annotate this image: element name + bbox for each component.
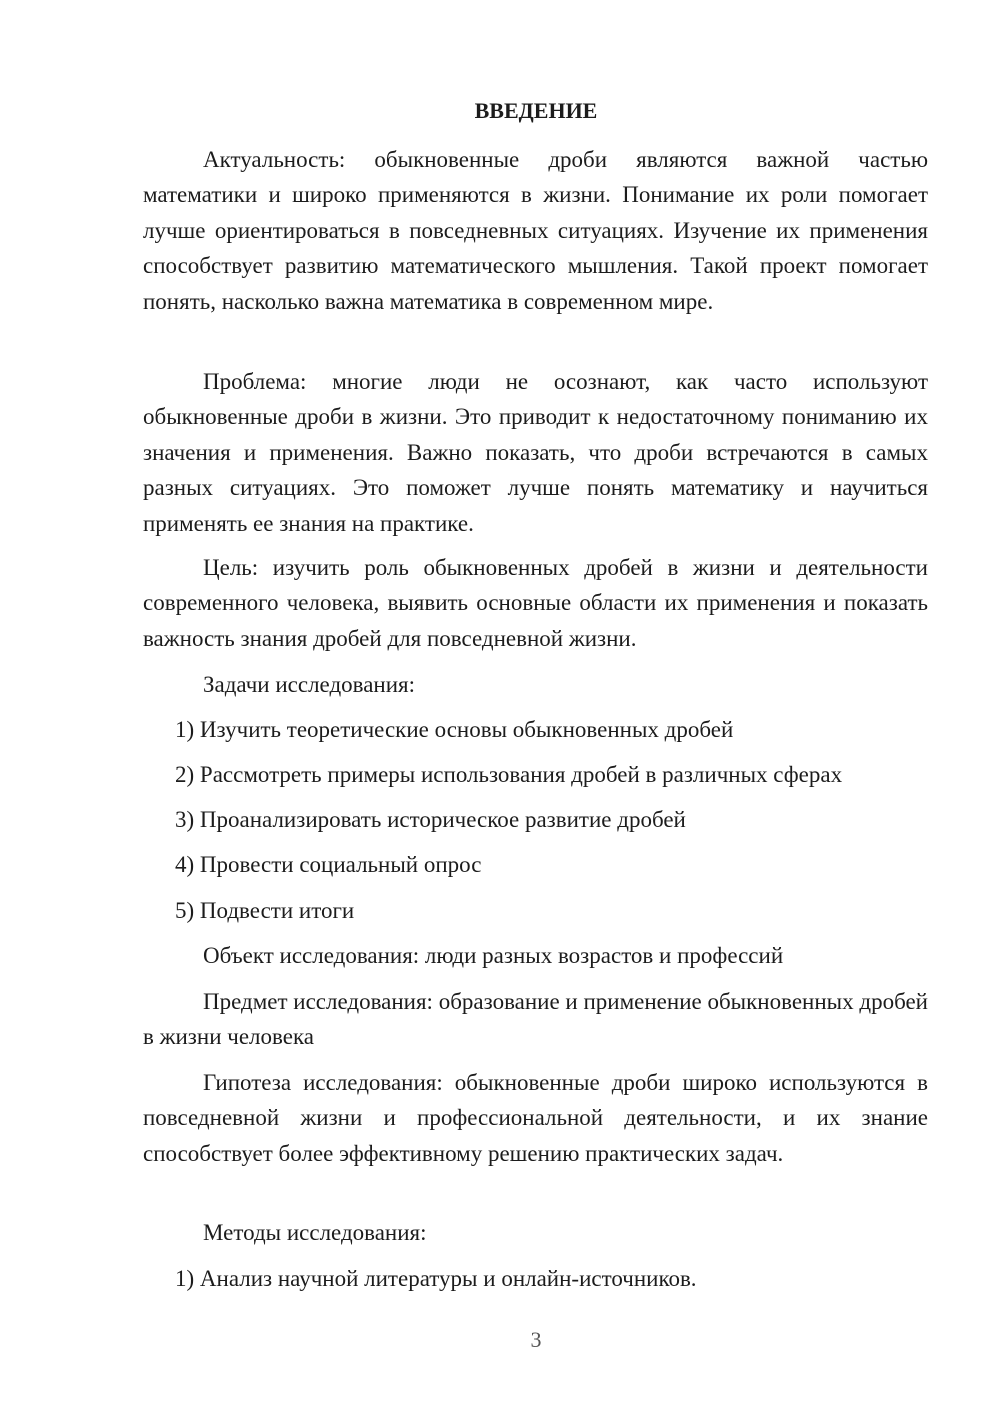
object-line: Объект исследования: люди разных возрастов и профессий <box>203 943 784 968</box>
subject-text: Предмет исследования: образование и применение обыкновенных дробей в жизни человека <box>143 989 928 1050</box>
task-item: 4) Провести социальный опрос <box>175 852 482 877</box>
problem-text: Проблема: многие люди не осознают, как часто используют обыкновенные дроби в жизни. Это приводит к недостаточному пониманию их значения и применения. Важно показать, что дроби встречаются в самых разных ситуациях. Это поможет лучше понять математику и научиться применять ее знания на практике. <box>143 369 928 536</box>
problem-paragraph <box>143 364 928 541</box>
method-item: 1) Анализ научной литературы и онлайн-источников. <box>175 1266 697 1291</box>
relevance-text: Актуальность: обыкновенные дроби являются важной частью математики и широко применяются в жизни. Понимание их роли помогает лучше ориентироваться в повседневных ситуациях. Изучение их применения способствует развитию математического мышления. Такой проект помогает понять, насколько важна математика в современном мире. <box>143 147 928 314</box>
task-item: 3) Проанализировать историческое развитие дробей <box>175 807 686 832</box>
hypothesis-paragraph <box>143 1065 928 1171</box>
page-number: 3 <box>530 1327 542 1352</box>
goal-text: Цель: изучить роль обыкновенных дробей в жизни и деятельности современного человека, выявить основные области их применения и показать важность знания дробей для повседневной жизни. <box>143 555 928 651</box>
subject-paragraph <box>143 984 928 1055</box>
relevance-paragraph <box>143 142 928 319</box>
task-item: 2) Рассмотреть примеры использования дробей в различных сферах <box>175 762 843 787</box>
page-title: ВВЕДЕНИЕ <box>474 98 598 123</box>
methods-heading: Методы исследования: <box>203 1220 427 1245</box>
task-item: 5) Подвести итоги <box>175 898 355 923</box>
hypothesis-text: Гипотеза исследования: обыкновенные дроби широко используются в повседневной жизни и профессиональной деятельности, и их знание способствует более эффективному решению практических задач. <box>143 1070 928 1166</box>
task-item: 1) Изучить теоретические основы обыкновенных дробей <box>175 717 734 742</box>
tasks-heading: Задачи исследования: <box>203 672 416 697</box>
goal-paragraph <box>143 550 928 656</box>
